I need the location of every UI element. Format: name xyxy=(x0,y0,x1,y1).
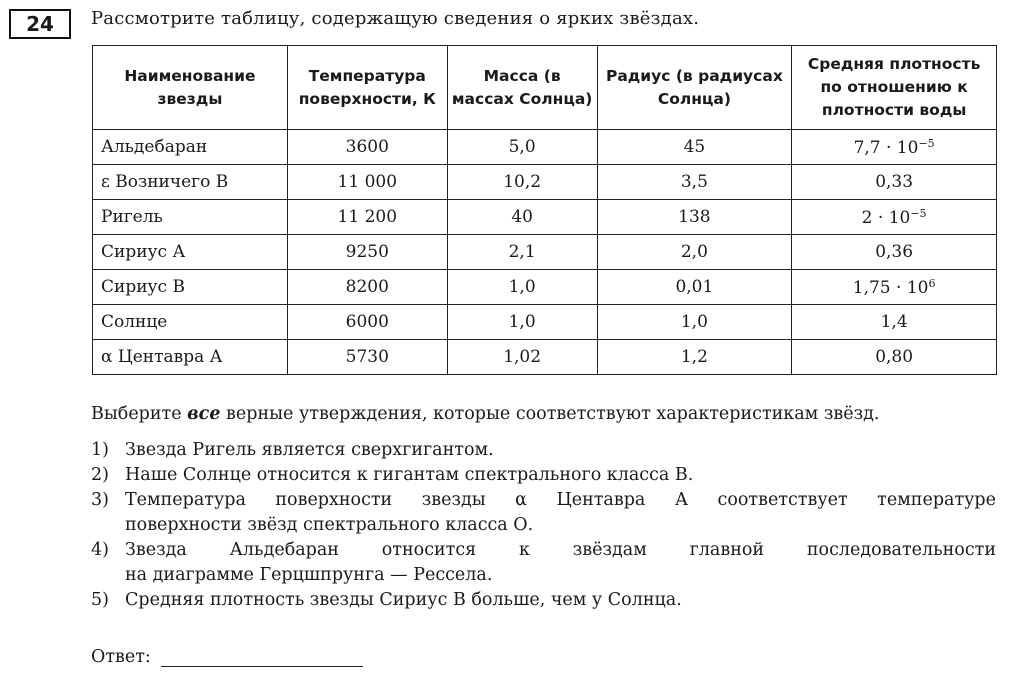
question-emphasis: все xyxy=(187,404,221,424)
star-name-cell: ε Возничего В xyxy=(93,165,288,200)
table-row xyxy=(93,305,997,340)
task-number: 24 xyxy=(26,12,54,36)
task-number-box xyxy=(9,9,71,39)
task-intro: Рассмотрите таблицу, содержащую сведения о ярких звёздах. xyxy=(91,8,700,29)
header-cell: Наименование звезды xyxy=(93,46,288,130)
radius-cell: 0,01 xyxy=(597,270,792,305)
table-row xyxy=(93,235,997,270)
option-text: поверхности звёзд спектрального класса О. xyxy=(125,515,534,535)
table-header-row xyxy=(93,46,997,130)
option-text: Средняя плотность звезды Сириус В больше, чем у Солнца. xyxy=(125,590,682,610)
option-number: 4) xyxy=(91,540,109,560)
header-cell: Масса (в массах Солнца) xyxy=(447,46,597,130)
table-row xyxy=(93,270,997,305)
density-cell xyxy=(792,305,997,340)
table-row xyxy=(93,340,997,375)
option-number: 3) xyxy=(91,490,109,510)
option-text: Наше Солнце относится к гигантам спектрального класса В. xyxy=(125,465,694,485)
density-exponent: −5 xyxy=(910,206,927,220)
density-cell xyxy=(792,130,997,165)
mass-cell: 1,02 xyxy=(447,340,597,375)
answer-label: Ответ: xyxy=(91,647,151,667)
density-value: 1,75 · 10 xyxy=(852,277,929,298)
option-item xyxy=(91,588,996,613)
table-row xyxy=(93,130,997,165)
mass-cell: 10,2 xyxy=(447,165,597,200)
header-cell: Температура поверхности, К xyxy=(287,46,447,130)
radius-cell: 2,0 xyxy=(597,235,792,270)
option-text: Температура поверхности звезды α Центавра А соответствует температуре xyxy=(125,490,996,510)
table-row xyxy=(93,165,997,200)
star-name-cell: Сириус А xyxy=(93,235,288,270)
star-name-cell: α Центавра А xyxy=(93,340,288,375)
option-number xyxy=(91,563,125,588)
question-suffix: верные утверждения, которые соответствуют характеристикам звёзд. xyxy=(226,404,880,424)
temperature-cell: 6000 xyxy=(287,305,447,340)
temperature-cell: 5730 xyxy=(287,340,447,375)
temperature-cell: 8200 xyxy=(287,270,447,305)
mass-cell: 1,0 xyxy=(447,270,597,305)
radius-cell: 3,5 xyxy=(597,165,792,200)
header-cell: Радиус (в радиусах Солнца) xyxy=(597,46,792,130)
density-exponent: −5 xyxy=(918,136,935,150)
density-value: 0,36 xyxy=(875,242,914,262)
temperature-cell: 11 000 xyxy=(287,165,447,200)
header-cell: Средняя плотность по отношению к плотности воды xyxy=(792,46,997,130)
answer-area xyxy=(91,646,363,667)
density-exponent: 6 xyxy=(928,276,936,290)
question-prefix: Выберите xyxy=(91,404,182,424)
option-number: 2) xyxy=(91,465,109,485)
options-list xyxy=(91,438,996,613)
stars-table xyxy=(92,45,997,375)
mass-cell: 5,0 xyxy=(447,130,597,165)
star-name-cell: Ригель xyxy=(93,200,288,235)
option-item xyxy=(91,563,996,588)
temperature-cell: 9250 xyxy=(287,235,447,270)
table-row xyxy=(93,200,997,235)
density-value: 1,4 xyxy=(880,312,908,332)
option-item xyxy=(91,438,996,463)
option-number xyxy=(91,513,125,538)
answer-line[interactable] xyxy=(161,646,363,667)
option-item xyxy=(91,463,996,488)
density-value: 7,7 · 10 xyxy=(853,137,919,158)
mass-cell: 1,0 xyxy=(447,305,597,340)
temperature-cell: 3600 xyxy=(287,130,447,165)
mass-cell: 40 xyxy=(447,200,597,235)
option-text: Звезда Ригель является сверхгигантом. xyxy=(125,440,494,460)
density-cell xyxy=(792,235,997,270)
star-name-cell: Солнце xyxy=(93,305,288,340)
radius-cell: 1,2 xyxy=(597,340,792,375)
star-name-cell: Сириус В xyxy=(93,270,288,305)
radius-cell: 1,0 xyxy=(597,305,792,340)
question-text xyxy=(91,404,880,424)
option-item xyxy=(91,488,996,513)
mass-cell: 2,1 xyxy=(447,235,597,270)
density-value: 2 · 10 xyxy=(861,207,911,228)
density-value: 0,80 xyxy=(875,347,914,367)
radius-cell: 138 xyxy=(597,200,792,235)
density-value: 0,33 xyxy=(875,172,914,192)
option-number: 5) xyxy=(91,590,109,610)
density-cell xyxy=(792,200,997,235)
star-name-cell: Альдебаран xyxy=(93,130,288,165)
option-text: на диаграмме Герцшпрунга — Рессела. xyxy=(125,565,493,585)
option-item xyxy=(91,538,996,563)
temperature-cell: 11 200 xyxy=(287,200,447,235)
density-cell xyxy=(792,340,997,375)
density-cell xyxy=(792,270,997,305)
option-number: 1) xyxy=(91,440,109,460)
radius-cell: 45 xyxy=(597,130,792,165)
option-item xyxy=(91,513,996,538)
density-cell xyxy=(792,165,997,200)
option-text: Звезда Альдебаран относится к звёздам главной последовательности xyxy=(125,540,996,560)
